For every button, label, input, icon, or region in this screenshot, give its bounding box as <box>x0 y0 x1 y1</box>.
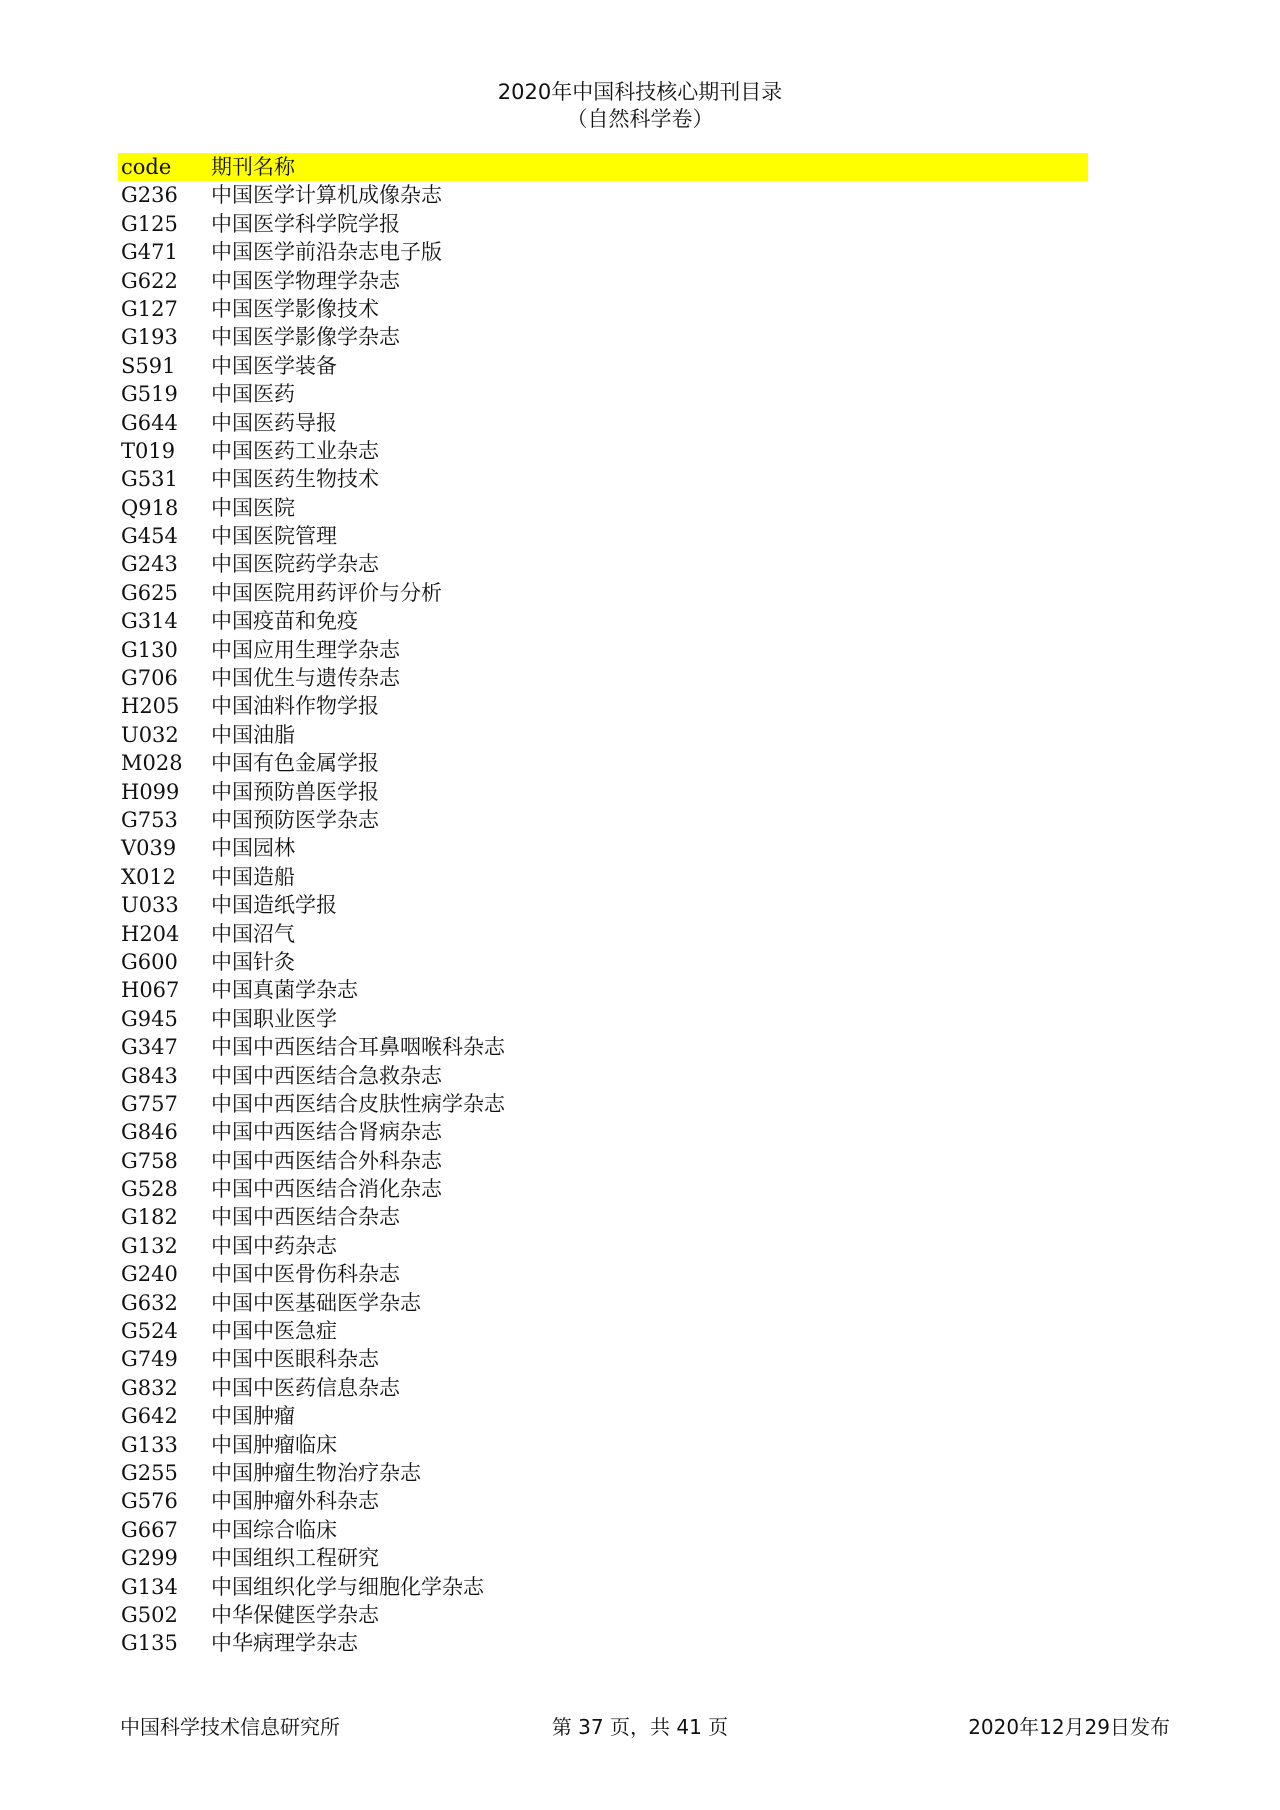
table-row <box>118 1147 1088 1175</box>
table-row <box>118 1090 1088 1118</box>
journal-code: G347 <box>121 1035 178 1060</box>
table-row <box>118 863 1088 891</box>
journal-name: 中国针灸 <box>211 949 295 974</box>
journal-code: G236 <box>121 183 178 208</box>
journal-code: U032 <box>121 722 179 747</box>
table-row <box>118 465 1088 493</box>
footer-publisher: 中国科学技术信息研究所 <box>120 1715 340 1739</box>
table-row <box>118 891 1088 919</box>
journal-code: V039 <box>121 836 177 861</box>
journal-name: 中国中医眼科杂志 <box>211 1347 379 1372</box>
journal-code: G576 <box>121 1489 178 1514</box>
table-row <box>118 1033 1088 1061</box>
journal-name: 中国医药工业杂志 <box>211 438 379 463</box>
journal-name: 中国中西医结合外科杂志 <box>211 1148 442 1173</box>
journal-name: 中国综合临床 <box>211 1517 337 1542</box>
journal-code: M028 <box>121 751 183 776</box>
journal-name: 中国医药生物技术 <box>211 467 379 492</box>
journal-name: 中国中西医结合杂志 <box>211 1205 400 1230</box>
table-row <box>118 749 1088 777</box>
journal-name: 中国沼气 <box>211 921 295 946</box>
table-row <box>118 806 1088 834</box>
table-row <box>118 1289 1088 1317</box>
journal-name: 中国医学装备 <box>211 353 337 378</box>
table-row <box>118 267 1088 295</box>
table-row <box>118 1317 1088 1345</box>
table-row <box>118 1118 1088 1146</box>
journal-code: Q918 <box>121 495 179 520</box>
table-row <box>118 1629 1088 1657</box>
journal-code: G299 <box>121 1546 178 1571</box>
journal-code: S591 <box>121 353 176 378</box>
table-row <box>118 664 1088 692</box>
journal-code: G502 <box>121 1602 178 1627</box>
table-row <box>118 834 1088 862</box>
table-row <box>118 1175 1088 1203</box>
journal-code: G519 <box>121 382 178 407</box>
table-row <box>118 181 1088 209</box>
journal-name: 中国造船 <box>211 864 295 889</box>
journal-code: G125 <box>121 211 178 236</box>
table-row <box>118 607 1088 635</box>
journal-code: G243 <box>121 552 178 577</box>
journal-code: G314 <box>121 609 178 634</box>
journal-code: G132 <box>121 1233 178 1258</box>
journal-name: 中国肿瘤 <box>211 1404 295 1429</box>
table-row <box>118 1402 1088 1430</box>
journal-code: G832 <box>121 1375 178 1400</box>
journal-code: G524 <box>121 1319 178 1344</box>
journal-code: G846 <box>121 1120 178 1145</box>
table-row <box>118 550 1088 578</box>
table-row <box>118 1601 1088 1629</box>
journal-name: 中国有色金属学报 <box>211 751 379 776</box>
table-row <box>118 1005 1088 1033</box>
journal-code: G193 <box>121 325 178 350</box>
journal-name: 中国预防医学杂志 <box>211 807 379 832</box>
journal-name: 中国医院管理 <box>211 524 337 549</box>
code-column-header: code <box>121 155 172 179</box>
table-row <box>118 579 1088 607</box>
journal-code: G240 <box>121 1262 178 1287</box>
table-row <box>118 323 1088 351</box>
journal-code: G706 <box>121 666 178 691</box>
table-row <box>118 721 1088 749</box>
footer-publish-date: 2020年12月29日发布 <box>968 1715 1170 1739</box>
table-row <box>118 522 1088 550</box>
journal-code: H067 <box>121 978 180 1003</box>
table-row <box>118 920 1088 948</box>
journal-name: 中国肿瘤生物治疗杂志 <box>211 1460 421 1485</box>
journal-code: G632 <box>121 1290 178 1315</box>
table-row <box>118 1203 1088 1231</box>
journal-name: 中国肿瘤临床 <box>211 1432 337 1457</box>
table-row <box>118 1374 1088 1402</box>
journal-code: T019 <box>121 438 176 463</box>
table-row <box>118 1431 1088 1459</box>
journal-code: G130 <box>121 637 178 662</box>
journal-code: H204 <box>121 921 180 946</box>
journal-name: 中国中医骨伤科杂志 <box>211 1262 400 1287</box>
name-column-header: 期刊名称 <box>211 155 295 179</box>
journal-code: G945 <box>121 1006 178 1031</box>
journal-code: G600 <box>121 949 178 974</box>
journal-name: 中国中西医结合耳鼻咽喉科杂志 <box>211 1035 505 1060</box>
journal-name: 中国医学计算机成像杂志 <box>211 183 442 208</box>
journal-name: 中国中西医结合急救杂志 <box>211 1063 442 1088</box>
table-header-row <box>118 153 1088 181</box>
table-row <box>118 1062 1088 1090</box>
journal-code: G843 <box>121 1063 178 1088</box>
journal-name: 中国医学科学院学报 <box>211 211 400 236</box>
journal-name: 中国预防兽医学报 <box>211 779 379 804</box>
journal-name: 中国中药杂志 <box>211 1233 337 1258</box>
table-row <box>118 1487 1088 1515</box>
journal-code: G471 <box>121 240 178 265</box>
journal-name: 中国优生与遗传杂志 <box>211 666 400 691</box>
journal-name: 中国中医急症 <box>211 1319 337 1344</box>
table-row <box>118 409 1088 437</box>
table-row <box>118 976 1088 1004</box>
journal-name: 中国医学前沿杂志电子版 <box>211 240 442 265</box>
journal-code: X012 <box>121 864 177 889</box>
journal-name: 中华病理学杂志 <box>211 1631 358 1656</box>
journal-code: G667 <box>121 1517 178 1542</box>
table-row <box>118 692 1088 720</box>
table-row <box>118 1544 1088 1572</box>
journal-code: G133 <box>121 1432 178 1457</box>
journal-name: 中国中医基础医学杂志 <box>211 1290 421 1315</box>
journal-code: G528 <box>121 1177 178 1202</box>
journal-code: G644 <box>121 410 178 435</box>
journal-code: G531 <box>121 467 178 492</box>
journal-name: 中国医院 <box>211 495 295 520</box>
journal-name: 中华保健医学杂志 <box>211 1602 379 1627</box>
document-title: 2020年中国科技核心期刊目录 <box>497 80 783 104</box>
journal-name: 中国油料作物学报 <box>211 694 379 719</box>
journal-name: 中国真菌学杂志 <box>211 978 358 1003</box>
journal-code: G135 <box>121 1631 178 1656</box>
journal-name: 中国中西医结合肾病杂志 <box>211 1120 442 1145</box>
journal-code: H205 <box>121 694 180 719</box>
journal-code: G255 <box>121 1460 178 1485</box>
footer-page-number: 第 37 页，共 41 页 <box>551 1715 729 1739</box>
journal-name: 中国油脂 <box>211 722 295 747</box>
journal-name: 中国中医药信息杂志 <box>211 1375 400 1400</box>
journal-name: 中国肿瘤外科杂志 <box>211 1489 379 1514</box>
journal-code: G134 <box>121 1574 178 1599</box>
journal-name: 中国医药 <box>211 382 295 407</box>
journal-table <box>118 153 1088 1658</box>
table-row <box>118 1573 1088 1601</box>
journal-name: 中国医学物理学杂志 <box>211 268 400 293</box>
table-row <box>118 1516 1088 1544</box>
journal-name: 中国中西医结合皮肤性病学杂志 <box>211 1091 505 1116</box>
document-subtitle: （自然科学卷） <box>566 107 714 131</box>
table-row <box>118 948 1088 976</box>
table-row <box>118 1260 1088 1288</box>
journal-name: 中国组织化学与细胞化学杂志 <box>211 1574 484 1599</box>
table-row <box>118 437 1088 465</box>
journal-name: 中国疫苗和免疫 <box>211 609 358 634</box>
journal-name: 中国职业医学 <box>211 1006 337 1031</box>
journal-code: G753 <box>121 807 178 832</box>
table-row <box>118 380 1088 408</box>
table-row <box>118 1232 1088 1260</box>
journal-code: H099 <box>121 779 180 804</box>
journal-name: 中国组织工程研究 <box>211 1546 379 1571</box>
journal-code: G625 <box>121 580 178 605</box>
journal-name: 中国造纸学报 <box>211 893 337 918</box>
journal-code: G749 <box>121 1347 178 1372</box>
table-row <box>118 494 1088 522</box>
journal-code: G622 <box>121 268 178 293</box>
journal-code: G182 <box>121 1205 178 1230</box>
table-row <box>118 295 1088 323</box>
table-row <box>118 210 1088 238</box>
journal-code: G127 <box>121 296 178 321</box>
journal-name: 中国医院用药评价与分析 <box>211 580 442 605</box>
journal-name: 中国园林 <box>211 836 295 861</box>
journal-name: 中国医学影像学杂志 <box>211 325 400 350</box>
table-row <box>118 778 1088 806</box>
table-row <box>118 352 1088 380</box>
journal-code: G454 <box>121 524 178 549</box>
table-row <box>118 636 1088 664</box>
table-row <box>118 1345 1088 1373</box>
journal-code: U033 <box>121 893 179 918</box>
journal-name: 中国医药导报 <box>211 410 337 435</box>
journal-name: 中国医学影像技术 <box>211 296 379 321</box>
journal-code: G758 <box>121 1148 178 1173</box>
journal-name: 中国中西医结合消化杂志 <box>211 1177 442 1202</box>
journal-code: G642 <box>121 1404 178 1429</box>
table-body <box>118 181 1088 1657</box>
table-row <box>118 1459 1088 1487</box>
journal-code: G757 <box>121 1091 178 1116</box>
journal-name: 中国应用生理学杂志 <box>211 637 400 662</box>
journal-name: 中国医院药学杂志 <box>211 552 379 577</box>
table-row <box>118 238 1088 266</box>
